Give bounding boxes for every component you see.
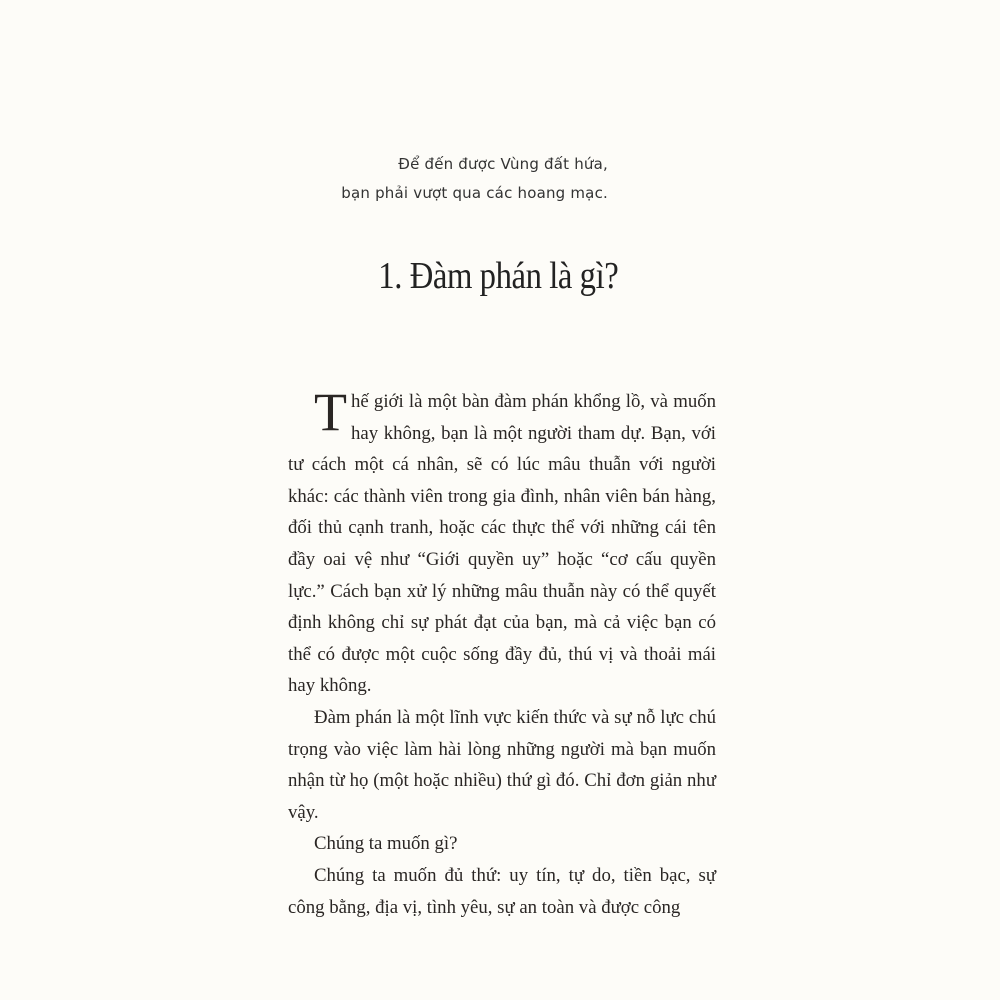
- paragraph-4: Chúng ta muốn đủ thứ: uy tín, tự do, tiền bạc, sự công bằng, địa vị, tình yêu, sự an toàn và được công: [288, 864, 716, 918]
- chapter-title: 1. Đàm phán là gì?: [378, 255, 619, 297]
- paragraph-1-text: hế giới là một bàn đàm phán khổng lồ, và muốn hay không, bạn là một người tham dự. Bạn, với tư cách một cá nhân, sẽ có lúc mâu thuẫn với người khác: các thành viên trong gia đình, nhân viên bán hàng, đối thủ cạnh tranh, hoặc các thực thể với những cái tên đầy oai vệ như “Giới quyền uy” hoặc “cơ cấu quyền lực.” Cách bạn xử lý những mâu thuẫn này có thể quyết định không chỉ sự phát đạt của bạn, mà cả việc bạn có thể có được một cuộc sống đầy đủ, thú vị và thoải mái hay không.: [288, 391, 716, 697]
- epigraph-line-2: bạn phải vượt qua các hoang mạc.: [341, 184, 608, 202]
- paragraph-1: [288, 382, 716, 702]
- epigraph: [248, 150, 608, 208]
- paragraph-2: Đàm phán là một lĩnh vực kiến thức và sự nỗ lực chú trọng vào việc làm hài lòng những người mà bạn muốn nhận từ họ (một hoặc nhiều) thứ gì đó. Chỉ đơn giản như vậy.: [288, 706, 716, 823]
- drop-cap: T: [314, 382, 347, 442]
- epigraph-line-1: Để đến được Vùng đất hứa,: [398, 155, 608, 173]
- body-text: [288, 382, 716, 923]
- paragraph-3: Chúng ta muốn gì?: [314, 833, 458, 855]
